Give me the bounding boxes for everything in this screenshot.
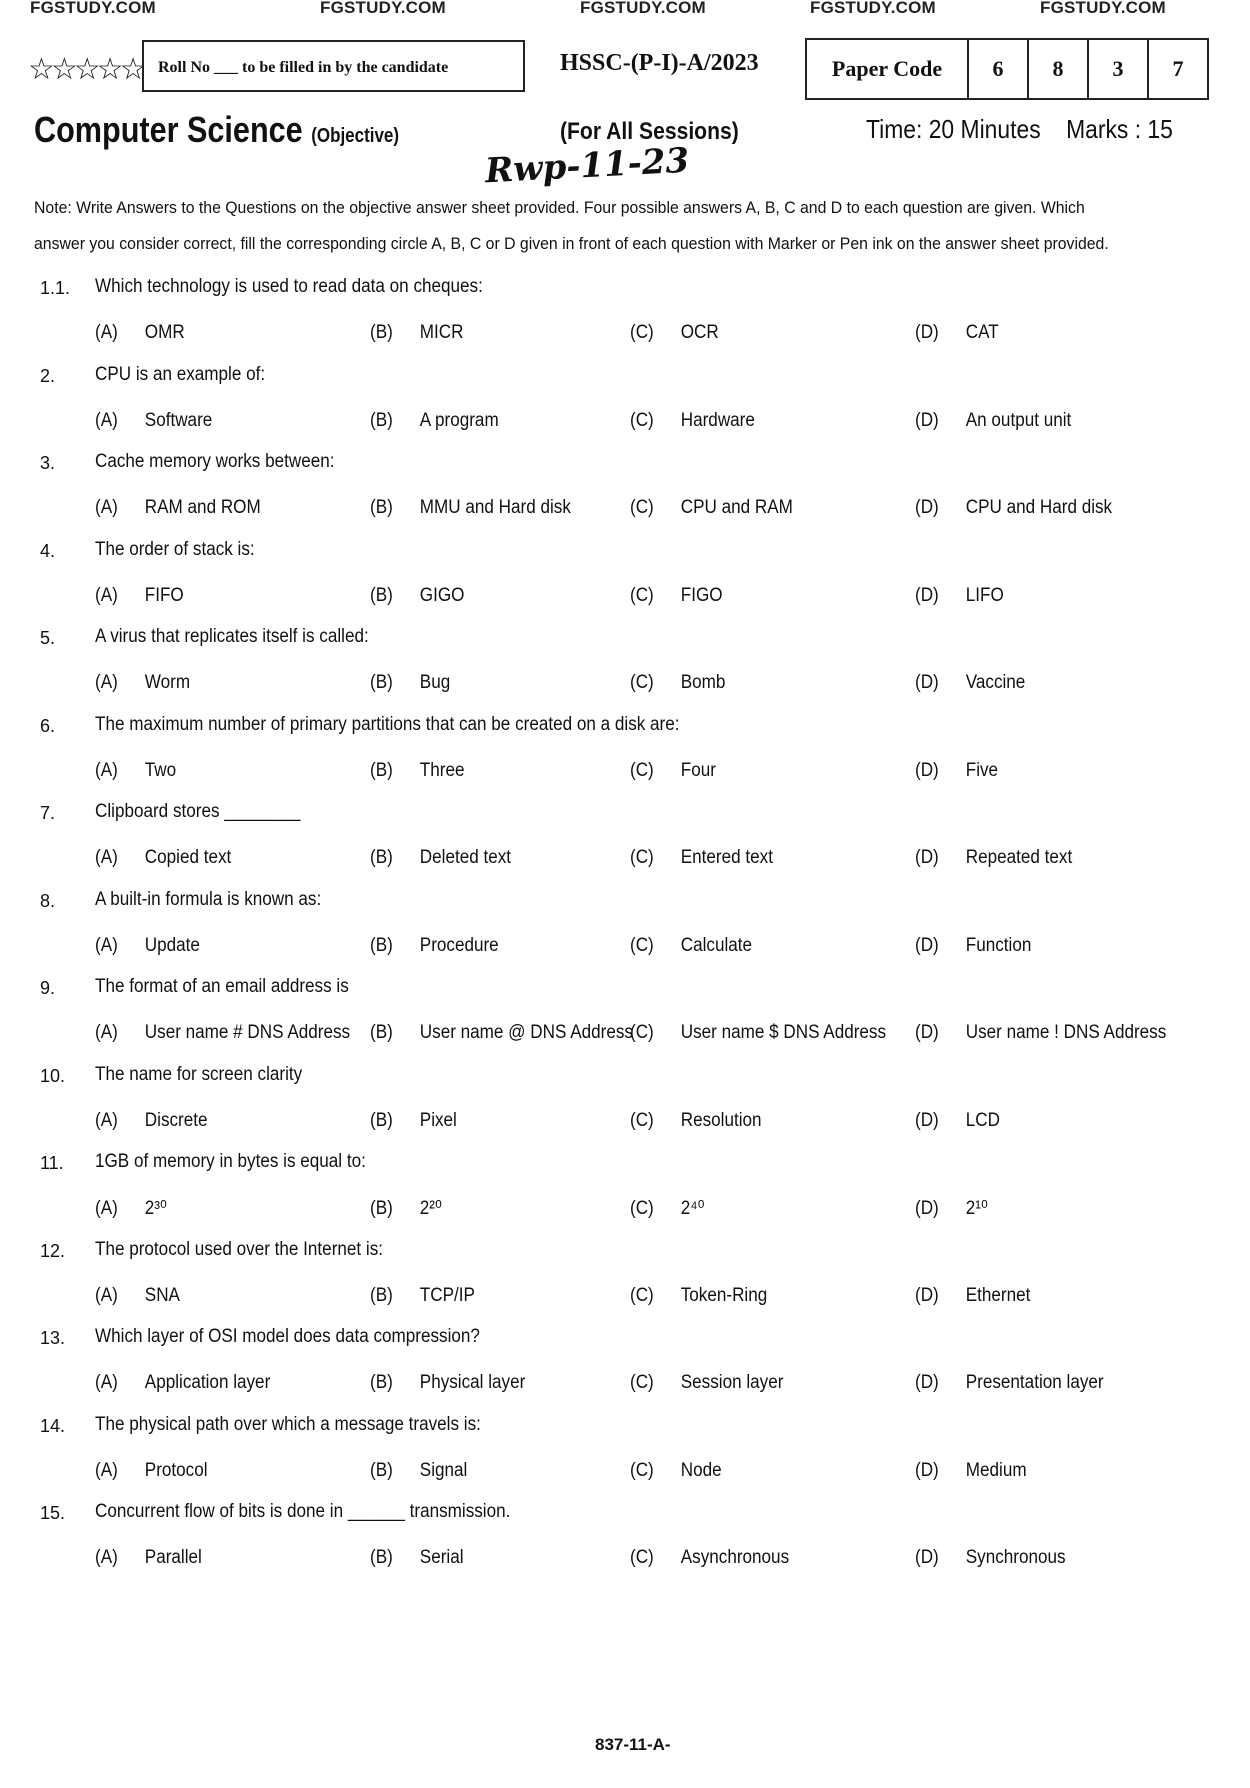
answer-option (630, 1197, 704, 1220)
answer-option (370, 1460, 467, 1482)
option-text: Two (144, 759, 177, 781)
option-text: User name ! DNS Address (965, 1022, 1167, 1043)
time-marks (866, 114, 1173, 145)
question-number: 4. (40, 540, 56, 561)
paper-code-digit: 8 (1027, 40, 1087, 98)
option-text: Function (965, 934, 1032, 956)
answer-option (370, 1285, 475, 1307)
answer-option (915, 1372, 1104, 1394)
option-letter: (C) (630, 672, 654, 693)
option-text: CPU and Hard disk (965, 497, 1113, 518)
answer-option (630, 322, 719, 344)
option-text: CAT (965, 322, 999, 343)
question-number: 3. (40, 453, 56, 473)
option-text: Three (419, 759, 465, 781)
option-letter: (A) (95, 1022, 118, 1043)
option-text: LIFO (965, 584, 1004, 606)
star-rating-marks: ☆☆☆☆☆ (28, 53, 143, 86)
option-text: 2²⁰ (419, 1198, 442, 1219)
option-text: Pixel (419, 1109, 457, 1131)
answer-option (630, 410, 755, 432)
answer-option (630, 1460, 722, 1482)
option-letter: (C) (630, 1459, 654, 1481)
note-line-1: Note: Write Answers to the Questions on the objective answer sheet provided. Four possible answers A, B, C and D to each question are given. Which (34, 198, 1085, 217)
paper-code-box (805, 38, 1209, 100)
option-letter: (D) (915, 584, 939, 606)
option-letter: (D) (915, 1547, 939, 1568)
answer-option (915, 672, 1025, 694)
option-letter: (C) (630, 409, 654, 431)
option-text: FIGO (680, 584, 723, 606)
subject-title (34, 110, 399, 156)
sessions-label: (For All Sessions) (560, 118, 739, 145)
option-letter: (D) (915, 1109, 939, 1131)
answer-option (915, 1197, 988, 1220)
option-letter: (D) (915, 759, 939, 781)
option-letter: (C) (630, 934, 654, 956)
option-text: Procedure (419, 934, 499, 956)
answer-option (95, 1022, 350, 1044)
option-letter: (C) (630, 497, 654, 518)
question-number: 13. (40, 1328, 66, 1348)
roll-number-box: Roll No ___ to be filled in by the candidate (142, 40, 525, 92)
option-letter: (B) (370, 1372, 393, 1393)
paper-code-digit: 6 (967, 40, 1027, 98)
option-text: Hardware (680, 409, 755, 431)
option-text: MMU and Hard disk (419, 497, 571, 518)
question-text: The physical path over which a message travels is: (95, 1413, 481, 1435)
option-letter: (B) (370, 672, 393, 693)
option-text: Physical layer (419, 1372, 526, 1393)
option-letter: (B) (370, 322, 393, 343)
option-letter: (C) (630, 1547, 654, 1568)
question-text: Concurrent flow of bits is done in ______ transmission. (95, 1501, 511, 1522)
option-letter: (C) (630, 847, 654, 868)
option-letter: (B) (370, 497, 393, 518)
option-text: OMR (144, 322, 185, 343)
answer-option (95, 1197, 167, 1220)
option-text: Repeated text (965, 847, 1073, 868)
option-text: An output unit (965, 409, 1072, 431)
option-text: Medium (965, 1459, 1027, 1481)
option-text: Application layer (144, 1372, 271, 1393)
answer-option (630, 1372, 783, 1394)
option-letter: (A) (95, 1372, 118, 1393)
answer-option (95, 1372, 270, 1394)
option-text: TCP/IP (419, 1284, 475, 1306)
option-letter: (A) (95, 1109, 118, 1131)
question-number: 7. (40, 803, 56, 823)
option-letter: (C) (630, 1372, 654, 1393)
option-text: Bug (419, 672, 451, 693)
option-text: Token-Ring (680, 1284, 768, 1306)
answer-option (630, 497, 793, 519)
option-text: Serial (419, 1547, 464, 1568)
option-letter: (D) (915, 322, 939, 343)
question-text: A virus that replicates itself is called: (95, 626, 369, 647)
option-text: Presentation layer (965, 1372, 1104, 1393)
option-text: User name @ DNS Address (419, 1022, 633, 1043)
answer-option (95, 1110, 208, 1132)
option-text: Update (144, 934, 200, 956)
option-text: Asynchronous (680, 1547, 790, 1568)
answer-option (915, 322, 999, 344)
answer-option (630, 1285, 767, 1307)
option-letter: (A) (95, 1547, 118, 1568)
option-letter: (D) (915, 1284, 939, 1306)
answer-option (915, 585, 1004, 607)
answer-option (630, 672, 725, 694)
subject-type: (Objective) (311, 125, 400, 147)
answer-option (370, 760, 464, 782)
watermark-text: FGSTUDY.COM (1040, 0, 1166, 17)
option-text: Five (965, 759, 999, 781)
answer-option (630, 847, 773, 869)
paper-code-digit: 3 (1087, 40, 1147, 98)
option-text: 2³⁰ (144, 1198, 167, 1219)
option-letter: (A) (95, 1284, 118, 1306)
option-text: Node (680, 1459, 722, 1481)
option-text: MICR (419, 322, 464, 343)
option-letter: (D) (915, 409, 939, 431)
option-letter: (C) (630, 1109, 654, 1131)
option-letter: (A) (95, 584, 118, 606)
option-text: Resolution (680, 1109, 762, 1131)
option-letter: (B) (370, 847, 393, 868)
option-text: Four (680, 759, 716, 781)
option-letter: (C) (630, 1284, 654, 1306)
option-letter: (D) (915, 1198, 939, 1219)
question-text: The protocol used over the Internet is: (95, 1238, 384, 1260)
option-text: A program (419, 409, 499, 431)
option-text: CPU and RAM (680, 497, 793, 518)
option-text: Ethernet (965, 1284, 1031, 1306)
answer-option (95, 672, 190, 694)
option-letter: (B) (370, 1109, 393, 1131)
answer-option (370, 1022, 633, 1044)
question-text: Cache memory works between: (95, 451, 335, 472)
question-number: 6. (40, 715, 56, 736)
watermark-text: FGSTUDY.COM (810, 0, 936, 17)
answer-option (915, 1547, 1066, 1569)
answer-option (370, 847, 511, 869)
answer-option (370, 322, 464, 344)
answer-option (915, 1285, 1030, 1307)
answer-option (370, 935, 499, 957)
option-text: Vaccine (965, 672, 1026, 693)
watermark-text: FGSTUDY.COM (320, 0, 446, 17)
option-letter: (B) (370, 934, 393, 956)
answer-option (370, 1547, 464, 1569)
answer-option (370, 410, 499, 432)
question-text: The format of an email address is (95, 976, 349, 997)
question-number: 14. (40, 1415, 66, 1436)
question-number: 10. (40, 1065, 66, 1086)
question-text: CPU is an example of: (95, 363, 266, 385)
option-letter: (B) (370, 409, 393, 431)
answer-option (915, 497, 1112, 519)
answer-option (370, 497, 571, 519)
option-letter: (A) (95, 759, 118, 781)
option-letter: (B) (370, 1547, 393, 1568)
question-number: 15. (40, 1503, 66, 1523)
option-text: RAM and ROM (144, 497, 261, 518)
watermark-text: FGSTUDY.COM (30, 0, 156, 17)
option-letter: (C) (630, 1022, 654, 1043)
option-letter: (D) (915, 1372, 939, 1393)
question-number: 12. (40, 1240, 66, 1261)
answer-option (95, 760, 176, 782)
option-text: User name # DNS Address (144, 1022, 351, 1043)
answer-option (95, 497, 261, 519)
option-letter: (C) (630, 584, 654, 606)
answer-option (630, 1022, 886, 1044)
question-text: The maximum number of primary partitions that can be created on a disk are: (95, 713, 680, 735)
option-text: SNA (144, 1284, 180, 1306)
option-letter: (C) (630, 1198, 654, 1219)
option-letter: (A) (95, 934, 118, 956)
paper-code-digit: 7 (1147, 40, 1207, 98)
option-letter: (D) (915, 672, 939, 693)
answer-option (95, 935, 200, 957)
option-letter: (A) (95, 409, 118, 431)
question-text: A built-in formula is known as: (95, 888, 322, 910)
subject-name: Computer Science (34, 109, 303, 150)
option-text: FIFO (144, 584, 184, 606)
answer-option (915, 760, 998, 782)
option-letter: (D) (915, 934, 939, 956)
option-text: OCR (680, 322, 719, 343)
option-letter: (D) (915, 1459, 939, 1481)
option-text: 2¹⁰ (965, 1198, 988, 1219)
handwritten-annotation: Rwp-11-23 (484, 140, 691, 192)
answer-option (915, 1022, 1166, 1044)
answer-option (370, 1197, 442, 1220)
answer-option (915, 935, 1031, 957)
option-letter: (D) (915, 1022, 939, 1043)
question-text: Clipboard stores ________ (95, 801, 301, 822)
option-letter: (A) (95, 322, 118, 343)
time-label: Time: 20 Minutes (866, 114, 1041, 144)
option-text: Parallel (144, 1547, 202, 1568)
answer-option (95, 410, 212, 432)
question-number: 2. (40, 365, 56, 386)
answer-option (630, 585, 723, 607)
answer-option (370, 1110, 457, 1132)
marks-label: Marks : 15 (1066, 114, 1173, 144)
question-number: 9. (40, 978, 56, 998)
option-text: Discrete (144, 1109, 208, 1131)
option-letter: (B) (370, 1022, 393, 1043)
answer-option (915, 1110, 1000, 1132)
option-letter: (A) (95, 672, 118, 693)
option-letter: (B) (370, 1284, 393, 1306)
option-text: Entered text (680, 847, 773, 868)
option-text: 2⁴⁰ (680, 1198, 705, 1219)
answer-option (630, 1547, 789, 1569)
option-letter: (C) (630, 322, 654, 343)
option-text: LCD (965, 1109, 1000, 1131)
option-text: User name $ DNS Address (680, 1022, 887, 1043)
option-text: Worm (144, 672, 191, 693)
option-text: Signal (419, 1459, 468, 1481)
answer-option (630, 760, 716, 782)
note-line-2: answer you consider correct, fill the corresponding circle A, B, C or D given in front of each question with Marker or Pen ink on the answer sheet provided. (34, 234, 1109, 253)
option-text: Calculate (680, 934, 753, 956)
answer-option (370, 585, 464, 607)
answer-option (915, 1460, 1027, 1482)
question-number: 5. (40, 628, 56, 648)
option-text: Synchronous (965, 1547, 1066, 1568)
option-letter: (A) (95, 1459, 118, 1481)
option-letter: (B) (370, 759, 393, 781)
answer-option (915, 847, 1072, 869)
option-letter: (A) (95, 1198, 118, 1219)
option-text: GIGO (419, 584, 465, 606)
option-text: Session layer (680, 1372, 784, 1393)
answer-option (95, 847, 231, 869)
paper-code-label: Paper Code (831, 56, 943, 81)
question-text: The name for screen clarity (95, 1063, 303, 1085)
option-letter: (A) (95, 847, 118, 868)
answer-option (370, 1372, 525, 1394)
question-text: Which layer of OSI model does data compression? (95, 1326, 480, 1347)
option-text: Copied text (144, 847, 232, 868)
exam-title: HSSC-(P-I)-A/2023 (560, 50, 759, 76)
option-letter: (C) (630, 759, 654, 781)
answer-option (95, 1285, 180, 1307)
question-number: 11. (40, 1153, 64, 1173)
answer-option (95, 322, 185, 344)
question-text: Which technology is used to read data on cheques: (95, 276, 483, 297)
option-letter: (B) (370, 584, 393, 606)
answer-option (630, 1110, 762, 1132)
option-text: Bomb (680, 672, 726, 693)
question-number: 8. (40, 890, 56, 911)
option-text: Software (144, 409, 213, 431)
option-text: Protocol (144, 1459, 208, 1481)
answer-option (95, 1547, 202, 1569)
answer-option (370, 672, 450, 694)
question-text: The order of stack is: (95, 538, 255, 560)
option-letter: (A) (95, 497, 118, 518)
option-letter: (B) (370, 1459, 393, 1481)
answer-option (630, 935, 752, 957)
option-letter: (D) (915, 847, 939, 868)
question-number: 1.1. (40, 278, 71, 298)
question-text: 1GB of memory in bytes is equal to: (95, 1151, 366, 1172)
watermark-text: FGSTUDY.COM (580, 0, 706, 17)
answer-option (95, 585, 184, 607)
option-text: Deleted text (419, 847, 512, 868)
option-letter: (D) (915, 497, 939, 518)
option-letter: (B) (370, 1198, 393, 1219)
answer-option (915, 410, 1071, 432)
footer-code: 837-11-A- (595, 1735, 671, 1754)
answer-option (95, 1460, 208, 1482)
